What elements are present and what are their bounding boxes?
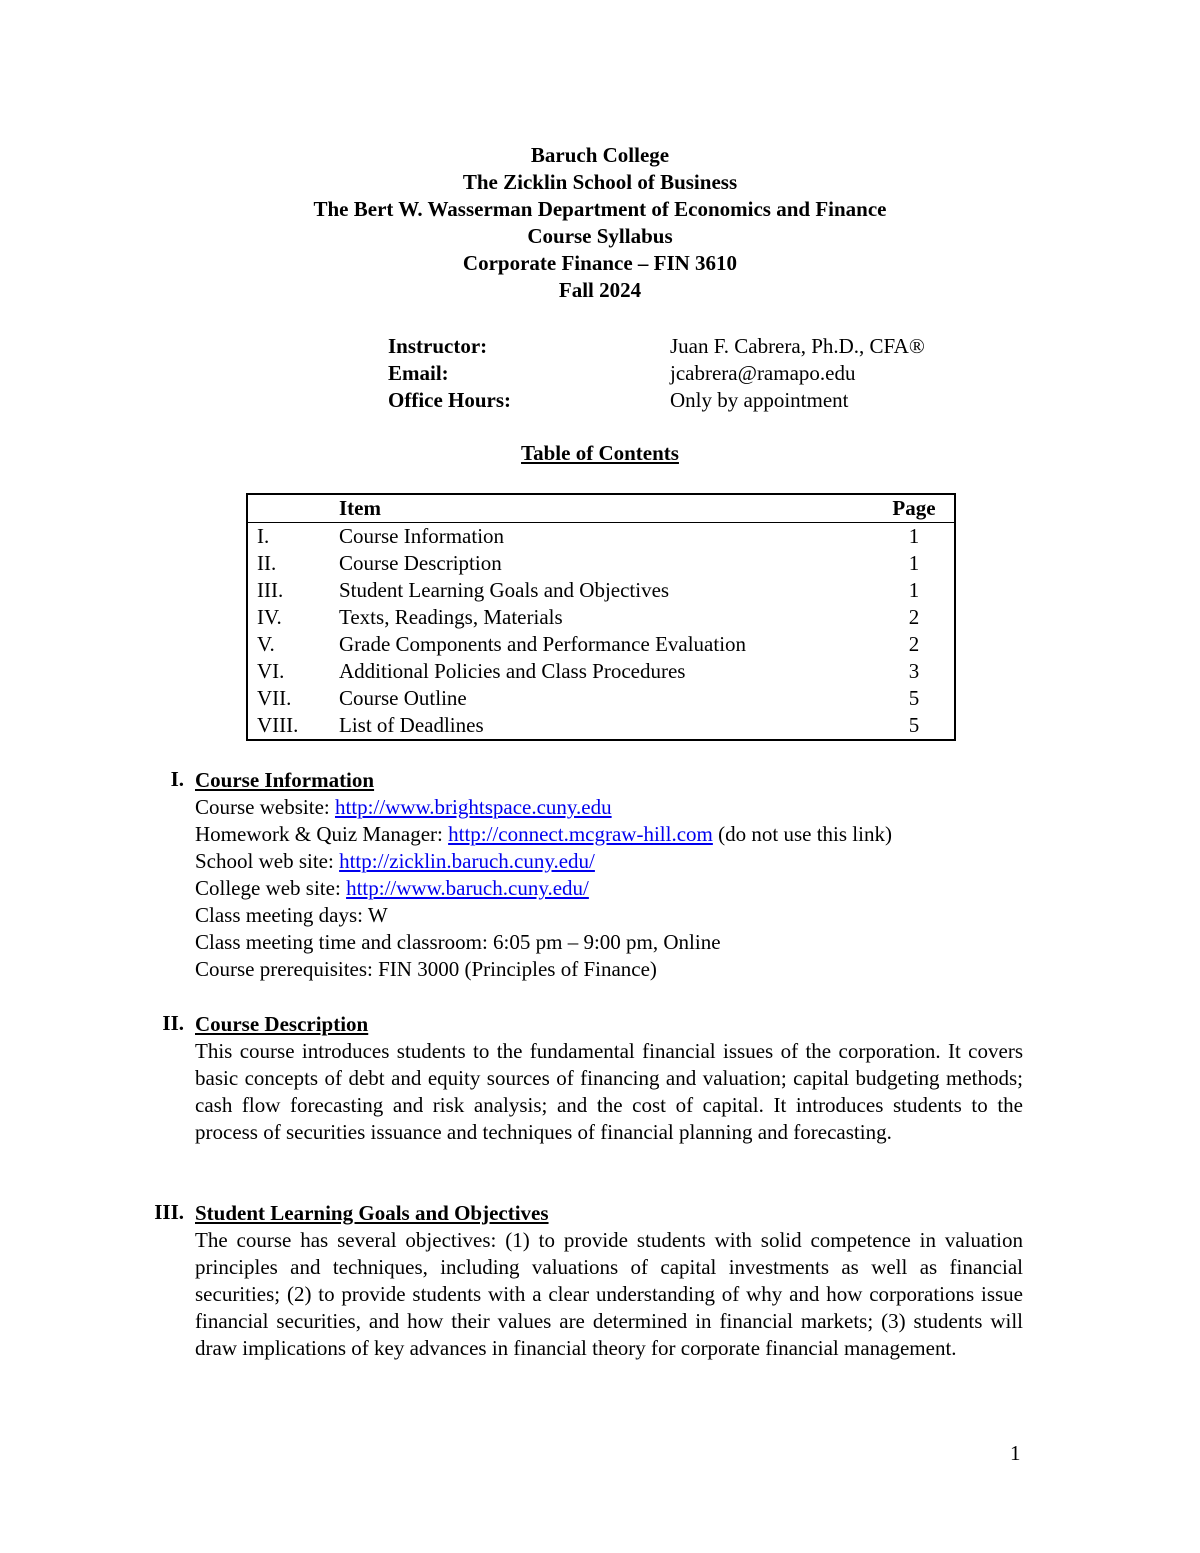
college-website-line [195,875,1023,902]
toc-row-page: 2 [908,632,920,656]
toc-row [247,712,955,740]
toc-table [246,493,956,741]
toc-row [247,658,955,685]
toc-row-page: 5 [908,686,920,710]
email-row [388,360,1008,387]
office-hours-value: Only by appointment [670,388,849,412]
toc-row-page: 1 [908,578,920,602]
toc-row [247,550,955,577]
toc-row-page: 3 [908,659,920,683]
course-website-link[interactable]: http://www.brightspace.cuny.edu [334,795,612,819]
toc-header-num [247,494,339,523]
college-website-label: College web site: [195,876,347,900]
toc-row [247,577,955,604]
homework-manager-note: (do not use this link) [712,822,892,846]
toc-row-item: Additional Policies and Class Procedures [339,659,686,683]
department-name: The Bert W. Wasserman Department of Economics and Finance [313,197,887,221]
toc-row-num: V. [257,632,275,656]
toc-header-page: Page [874,494,955,523]
office-hours-row [388,387,1008,414]
toc-row-num: III. [257,578,284,602]
email-label: Email: [388,361,449,385]
email-value: jcabrera@ramapo.edu [670,361,856,385]
course-website-line [195,794,1023,821]
section-number: III. [154,1200,184,1224]
toc-row-item: Course Information [339,524,505,548]
section-body [195,1200,1023,1362]
section-number: II. [162,1011,184,1035]
course-website-label: Course website: [195,795,335,819]
toc-row-page: 2 [908,605,920,629]
homework-manager-link[interactable]: http://connect.mcgraw-hill.com [448,822,713,846]
toc-title: Table of Contents [521,441,679,465]
page-number: 1 [1010,1441,1021,1465]
toc-row-page: 1 [908,551,920,575]
toc-row-item: Course Description [339,551,502,575]
toc-row [247,685,955,712]
toc-row-num: VII. [257,686,292,710]
toc-row-item: Student Learning Goals and Objectives [339,578,670,602]
school-website-label: School web site: [195,849,340,873]
toc-header-row [247,494,955,523]
school-website-link[interactable]: http://zicklin.baruch.cuny.edu/ [339,849,595,873]
toc-row-item: Texts, Readings, Materials [339,605,563,629]
toc-row [247,604,955,631]
college-name: Baruch College [530,143,670,167]
toc-row-num: VI. [257,659,285,683]
document-type: Course Syllabus [527,224,673,248]
school-name: The Zicklin School of Business [462,170,738,194]
toc-row-item: List of Deadlines [339,713,484,737]
toc-row-num: IV. [257,605,282,629]
toc-row-page: 5 [908,713,920,737]
toc-row-item: Course Outline [339,686,467,710]
document-header [0,142,1200,304]
toc-row-page: 1 [908,524,920,548]
section-body [195,767,1023,983]
prerequisites: Course prerequisites: FIN 3000 (Principles of Finance) [195,957,657,981]
toc-row-num: II. [257,551,277,575]
toc-row [247,523,955,551]
learning-goals-text: The course has several objectives: (1) to provide students with solid competence in valuation principles and techniques, including valuations of capital investments as well as financial securities; (2) to provide students with a clear understanding of why and how corporations issue financial securities, and how their values are determined in financial markets; (3) students will draw implications of key advances in financial theory for corporate financial management. [195,1228,1023,1360]
toc-header-item: Item [339,494,874,523]
meeting-days: Class meeting days: W [195,903,388,927]
toc-row-num: I. [257,524,270,548]
course-description-text: This course introduces students to the fundamental financial issues of the corporation. It covers basic concepts of debt and equity sources of financing and valuation; capital budgeting methods; cash flow forecasting and risk analysis; and the cost of capital. It introduces students to the process of securities issuance and techniques of financial planning and forecasting. [195,1039,1023,1144]
semester: Fall 2024 [558,278,642,302]
section-title: Course Information [195,768,375,792]
section-body [195,1011,1023,1146]
toc-row-item: Grade Components and Performance Evaluation [339,632,747,656]
toc-row-num: VIII. [257,713,299,737]
instructor-value: Juan F. Cabrera, Ph.D., CFA® [670,334,925,358]
toc-row [247,631,955,658]
instructor-info [388,333,1008,414]
instructor-row [388,333,1008,360]
school-website-line [195,848,1023,875]
section-title: Student Learning Goals and Objectives [195,1201,549,1225]
office-hours-label: Office Hours: [388,388,512,412]
course-title: Corporate Finance – FIN 3610 [462,251,738,275]
instructor-label: Instructor: [388,334,488,358]
meeting-time: Class meeting time and classroom: 6:05 pm – 9:00 pm, Online [195,930,721,954]
section-number: I. [170,767,184,791]
section-title: Course Description [195,1012,369,1036]
homework-manager-label: Homework & Quiz Manager: [195,822,449,846]
homework-manager-line [195,821,1023,848]
college-website-link[interactable]: http://www.baruch.cuny.edu/ [346,876,589,900]
